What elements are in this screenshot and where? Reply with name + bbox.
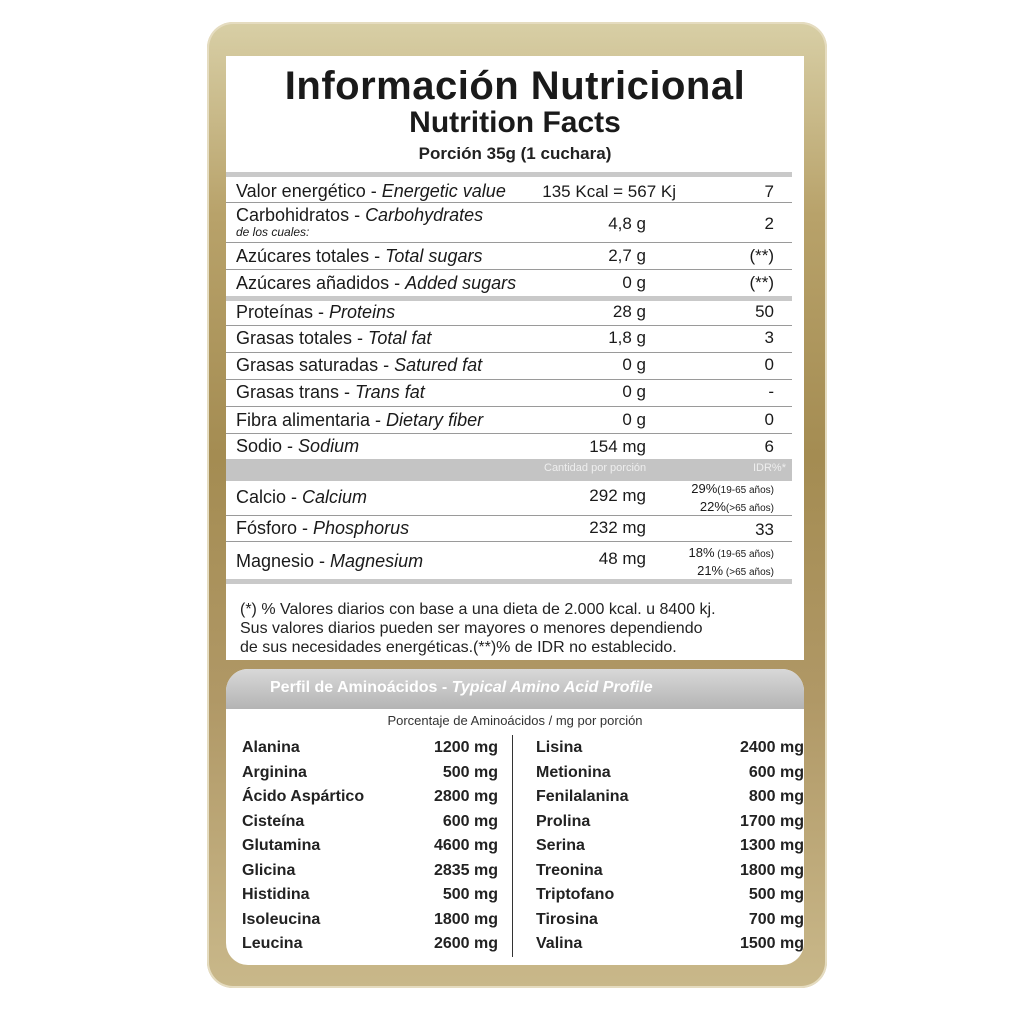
table-row <box>226 379 792 406</box>
nutrient-percent: 2 <box>764 214 774 233</box>
cantidad-label: Cantidad por porción <box>544 462 647 474</box>
amino-acid-title: Perfil de Aminoácidos - Typical Amino Acid Profile <box>270 679 653 696</box>
table-row <box>226 325 792 352</box>
nutrient-subnote: de los cuales: <box>236 225 310 239</box>
nutrient-name: Fibra alimentaria - Dietary fiber <box>236 410 484 430</box>
list-item: Prolina 1700 mg <box>536 812 804 830</box>
nutrient-percent: 50 <box>755 302 774 321</box>
nutrition-facts-panel <box>226 56 804 660</box>
list-item: Arginina 500 mg <box>242 763 498 781</box>
list-item: Alanina 1200 mg <box>242 739 498 756</box>
table-row <box>226 406 792 433</box>
footnote: (*) % Valores diarios con base a una dieta de 2.000 kcal. u 8400 kj. Sus valores diarios pueden ser mayores o menores dependiendo de sus necesidades energéticas.(**)% de IDR no establecido. <box>240 601 716 656</box>
column-divider <box>512 735 513 957</box>
nutrient-percent: 29%(19-65 años) 22%(>65 años) <box>691 481 774 514</box>
idr-label: IDR%* <box>752 462 786 474</box>
nutrient-amount: 28 g <box>612 302 646 321</box>
nutrient-percent: 0 <box>764 355 774 374</box>
nutrient-name: Azúcares añadidos - Added sugars <box>236 273 517 293</box>
nutrient-name: Magnesio - Magnesium <box>236 551 424 571</box>
nutrient-amount: 0 g <box>622 382 646 401</box>
nutrient-name: Valor energético - Energetic value <box>236 181 506 201</box>
amino-acid-header <box>226 669 804 709</box>
list-item: Isoleucina 1800 mg <box>242 910 498 928</box>
nutrient-amount: 2,7 g <box>608 246 646 265</box>
nutrient-amount: 135 Kcal = 567 Kj <box>542 182 676 201</box>
table-row <box>226 242 792 269</box>
list-item: Histidina 500 mg <box>242 886 498 903</box>
nutrient-name: Calcio - Calcium <box>236 487 368 507</box>
nutrient-name: Carbohidratos - Carbohydrates <box>236 205 484 225</box>
nutrient-name: Sodio - Sodium <box>236 436 360 456</box>
amino-acid-panel <box>226 669 804 965</box>
nutrient-name: Fósforo - Phosphorus <box>236 518 410 538</box>
list-item: Metionina 600 mg <box>536 763 804 781</box>
nutrient-amount: 154 mg <box>589 437 646 456</box>
list-item: Ácido Aspártico 2800 mg <box>242 788 498 805</box>
list-item: Serina 1300 mg <box>536 837 804 854</box>
list-item: Glicina 2835 mg <box>242 861 498 879</box>
amino-acid-subtitle: Porcentaje de Aminoácidos / mg por porción <box>387 713 643 728</box>
nutrient-percent: 33 <box>755 520 774 539</box>
nutrient-amount: 48 mg <box>598 549 646 568</box>
list-item: Tirosina 700 mg <box>536 910 804 928</box>
list-item: Glutamina 4600 mg <box>242 837 498 854</box>
table-row <box>226 352 792 379</box>
amino-acid-column-left <box>242 739 512 960</box>
list-item: Treonina 1800 mg <box>536 861 804 879</box>
serving-amount-header <box>226 459 792 481</box>
table-row <box>226 172 792 202</box>
nutrient-name: Grasas saturadas - Satured fat <box>236 355 483 375</box>
title-spanish: Información Nutricional <box>284 64 746 108</box>
list-item: Leucina 2600 mg <box>242 935 498 952</box>
nutrient-amount: 1,8 g <box>608 328 646 347</box>
title-english: Nutrition Facts <box>409 106 621 139</box>
amino-acid-column-right <box>536 739 804 960</box>
nutrient-percent: (**) <box>749 246 774 265</box>
table-bottom-rule <box>226 579 792 584</box>
table-row <box>226 433 792 459</box>
table-row <box>226 202 792 242</box>
table-row <box>226 296 792 325</box>
nutrient-percent: (**) <box>749 273 774 292</box>
nutrient-name: Grasas trans - Trans fat <box>236 382 425 402</box>
list-item: Valina 1500 mg <box>536 935 804 952</box>
list-item: Fenilalanina 800 mg <box>536 788 804 805</box>
table-row <box>226 269 792 296</box>
nutrient-name: Grasas totales - Total fat <box>236 328 432 348</box>
nutrient-amount: 292 mg <box>589 486 646 505</box>
table-row <box>226 481 792 515</box>
list-item: Cisteína 600 mg <box>242 812 498 830</box>
nutrient-amount: 4,8 g <box>608 214 646 233</box>
portion-size: Porción 35g (1 cuchara) <box>418 144 612 163</box>
nutrient-amount: 0 g <box>622 355 646 374</box>
nutrient-amount: 0 g <box>622 273 646 292</box>
nutrient-amount: 232 mg <box>589 518 646 537</box>
nutrient-percent: 3 <box>764 328 774 347</box>
nutrient-percent: 7 <box>764 182 774 201</box>
nutrient-percent: 6 <box>764 437 774 456</box>
table-row <box>226 541 792 579</box>
nutrient-percent: 0 <box>764 410 774 429</box>
nutrient-percent: - <box>768 382 774 401</box>
nutrient-name: Proteínas - Proteins <box>236 302 396 322</box>
nutrient-name: Azúcares totales - Total sugars <box>236 246 483 266</box>
table-row <box>226 515 792 541</box>
nutrient-percent: 18% (19-65 años) 21% (>65 años) <box>688 545 774 578</box>
list-item: Triptofano 500 mg <box>536 886 804 903</box>
nutrient-table <box>226 172 792 584</box>
list-item: Lisina 2400 mg <box>536 739 804 756</box>
nutrient-amount: 0 g <box>622 410 646 429</box>
